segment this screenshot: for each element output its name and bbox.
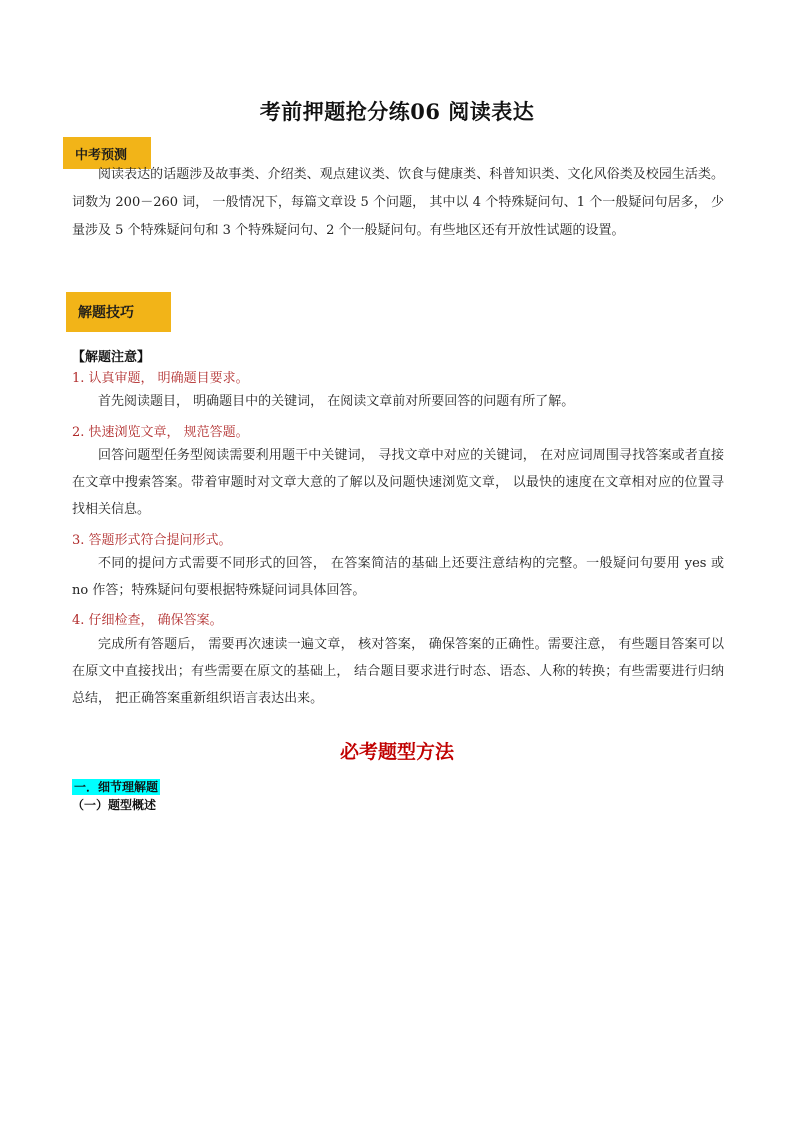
skill-point-title-4: 4. 仔细检查， 确保答案。 [72, 613, 223, 628]
methods-subsection: （一）题型概述 [72, 798, 157, 812]
skill-point-text-3: 不同的提问方式需要不同形式的回答， 在答案简洁的基础上还要注意结构的完整。一般疑问句要用 yes 或 no 作答；特殊疑问句要根据特殊疑问词具体回答。 [72, 556, 724, 598]
predict-tag: 中考预测 [63, 137, 151, 169]
skill-point-title-3: 3. 答题形式符合提问形式。 [72, 533, 232, 548]
skill-point-text-4: 完成所有答题后， 需要再次速读一遍文章， 核对答案， 确保答案的正确性。需要注意， 有些题目答案可以在原文中直接找出；有些需要在原文的基础上， 结合题目要求进行时态、语态、人称的转换；有些需要进行归纳总结， 把正确答案重新组织语言表达出来。 [72, 637, 724, 706]
skills-tag: 解题技巧 [66, 292, 171, 332]
skills-notice-label: 【解题注意】 [72, 350, 151, 365]
methods-heading: 必考题型方法 [339, 741, 454, 763]
skill-point-text-2: 回答问题型任务型阅读需要利用题干中关键词， 寻找文章中对应的关键词， 在对应词周围寻找答案或者直接在文章中搜索答案。带着审题时对文章大意的了解以及问题快速浏览文章， 以最快的速度在文章相对应的位置寻找相关信息。 [72, 448, 724, 517]
skill-point-text-1: 首先阅读题目， 明确题目中的关键词， 在阅读文章前对所要回答的问题有所了解。 [98, 394, 575, 409]
skill-point-title-2: 2. 快速浏览文章， 规范答题。 [72, 425, 249, 440]
methods-section-highlight: 一．细节理解题 [74, 780, 159, 794]
predict-paragraph: 阅读表达的话题涉及故事类、介绍类、观点建议类、饮食与健康类、科普知识类、文化风俗类及校园生活类。词数为 200－260 词， 一般情况下，每篇文章设 5 个问题， 其中以 4 个特殊疑问句、1 个一般疑问句居多， 少量涉及 5 个特殊疑问句和 3 个特殊疑问句、2 个一般疑问句。有些地区还有开放性试题的设置。 [72, 167, 724, 238]
skill-point-title-1: 1. 认真审题， 明确题目要求。 [72, 371, 249, 386]
document-title: 考前押题抢分练06 阅读表达 [259, 99, 535, 124]
